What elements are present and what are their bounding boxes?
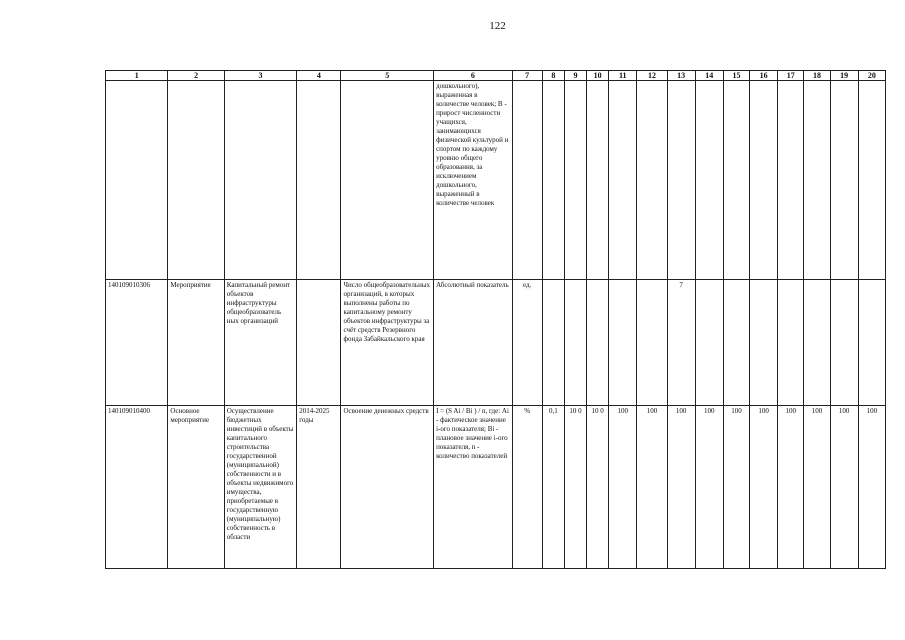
type-cell: Мероприятие — [168, 280, 224, 406]
period-cell — [297, 81, 341, 280]
value-cell: 100 — [667, 406, 695, 569]
unit-cell: ед. — [512, 280, 542, 406]
column-header: 18 — [804, 71, 830, 81]
column-header: 11 — [609, 71, 637, 81]
column-header: 13 — [667, 71, 695, 81]
value-cell: 10 0 — [564, 406, 586, 569]
value-cell: 100 — [695, 406, 723, 569]
unit-cell — [512, 81, 542, 280]
value-cell: 10 0 — [587, 406, 609, 569]
column-header: 2 — [168, 71, 224, 81]
method-cell: дошкольного), выраженная в количестве человек; B - прирост численности учащихся, занимающихся физической культурой и спортом по каждому уровню общего образования, за исключением дошкольного, выраженный в количестве человек — [434, 81, 513, 280]
indicators-table — [105, 70, 886, 569]
value-cell: 7 — [667, 280, 695, 406]
value-cell — [858, 81, 885, 280]
column-header: 20 — [858, 71, 885, 81]
column-header: 1 — [106, 71, 168, 81]
period-cell — [297, 280, 341, 406]
value-cell — [830, 81, 858, 280]
column-header: 19 — [830, 71, 858, 81]
table-row — [106, 406, 886, 569]
column-header: 8 — [542, 71, 564, 81]
value-cell: 100 — [830, 406, 858, 569]
value-cell: 100 — [804, 406, 830, 569]
column-header: 6 — [434, 71, 513, 81]
unit-cell: % — [512, 406, 542, 569]
value-cell — [609, 280, 637, 406]
period-cell: 2014-2025 годы — [297, 406, 341, 569]
value-cell — [637, 280, 667, 406]
column-header: 15 — [723, 71, 749, 81]
value-cell — [587, 81, 609, 280]
value-cell: 100 — [750, 406, 778, 569]
column-header: 3 — [224, 71, 296, 81]
name-cell: Капитальный ремонт объектов инфраструктуры общеобразователь ных организаций — [224, 280, 296, 406]
value-cell — [609, 81, 637, 280]
value-cell — [667, 81, 695, 280]
name-cell — [224, 81, 296, 280]
value-cell: 100 — [778, 406, 804, 569]
value-cell — [723, 280, 749, 406]
value-cell — [830, 280, 858, 406]
column-header: 7 — [512, 71, 542, 81]
value-cell — [778, 280, 804, 406]
value-cell — [723, 81, 749, 280]
method-cell: I = (S Ai / Bi ) / n, где: Ai - фактическое значение i-ого показателя; Bi - плановое значение i-ого показателя, n - количество показателей — [434, 406, 513, 569]
value-cell: 100 — [858, 406, 885, 569]
code-cell: 140109010400 — [106, 406, 168, 569]
value-cell: 0,1 — [542, 406, 564, 569]
value-cell — [804, 81, 830, 280]
column-header: 16 — [750, 71, 778, 81]
value-cell — [637, 81, 667, 280]
type-cell — [168, 81, 224, 280]
column-header: 17 — [778, 71, 804, 81]
value-cell — [542, 81, 564, 280]
value-cell — [858, 280, 885, 406]
value-cell — [778, 81, 804, 280]
value-cell: 100 — [609, 406, 637, 569]
value-cell — [750, 280, 778, 406]
value-cell — [587, 280, 609, 406]
page-number: 122 — [489, 20, 506, 32]
indicator-cell: Освоение денежных средств — [341, 406, 434, 569]
value-cell: 100 — [723, 406, 749, 569]
code-cell: 140109010306 — [106, 280, 168, 406]
column-header: 4 — [297, 71, 341, 81]
value-cell — [564, 81, 586, 280]
method-cell: Абсолютный показатель — [434, 280, 513, 406]
column-header: 12 — [637, 71, 667, 81]
value-cell — [804, 280, 830, 406]
type-cell: Основное мероприятие — [168, 406, 224, 569]
column-header: 9 — [564, 71, 586, 81]
indicator-cell: Число общеобразовательных организаций, в которых выполнены работы по капитальному ремонту объектов инфраструктуры за счёт средств Резервного фонда Забайкальского края — [341, 280, 434, 406]
indicator-cell — [341, 81, 434, 280]
value-cell: 100 — [637, 406, 667, 569]
value-cell — [695, 81, 723, 280]
table-row — [106, 81, 886, 280]
value-cell — [695, 280, 723, 406]
name-cell: Осуществление бюджетных инвестиций в объекты капитального строительства государственной (муниципальной) собственности и в объекты недвижимого имущества, приобретаемые в государственную (муниципальную) собственность в области — [224, 406, 296, 569]
value-cell — [750, 81, 778, 280]
column-header: 14 — [695, 71, 723, 81]
value-cell — [564, 280, 586, 406]
column-header: 10 — [587, 71, 609, 81]
column-header: 5 — [341, 71, 434, 81]
table-header-row — [106, 71, 886, 81]
value-cell — [542, 280, 564, 406]
code-cell — [106, 81, 168, 280]
table-row — [106, 280, 886, 406]
